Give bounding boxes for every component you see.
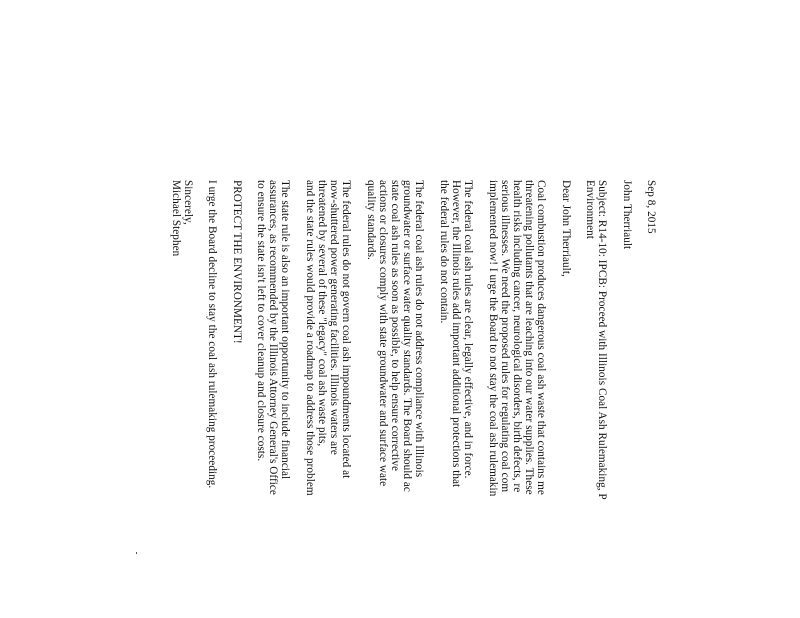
p3-line: actions or closures comply with state groundwater and surface wate — [376, 180, 389, 487]
p3-line: groundwater or surface water quality standards. The Board should ac — [401, 180, 414, 492]
p2-line: The federal coal ash rules are clear, legally effective, and in force. — [462, 180, 475, 479]
letter-recipient: John Therriault — [620, 180, 633, 250]
p5-line: The state rule is also an important opportunity to include financial — [279, 180, 292, 480]
p6-line: PROTECT THE ENVIRONMENT! — [230, 180, 243, 344]
p3-line: quality standards. — [364, 180, 377, 260]
p2-line: However, the Illinois rules add important additional protections that — [450, 180, 462, 488]
scan-speck — [136, 552, 137, 554]
rotated-letter — [170, 180, 658, 618]
p7-line: I urge the Board decline to stay the coal ash rulemaking proceeding. — [206, 180, 219, 489]
p3-line: state coal ash rules as soon as possible, to help ensure corrective — [389, 180, 402, 472]
letter-subject-cont: Environment — [584, 180, 597, 239]
p4-line: The federal rules do not govern coal ash impoundments located at — [340, 180, 353, 479]
p1-line: serious illnesses. We need the proposed rules for regulating coal com — [498, 180, 511, 493]
p1-line: threatening pollutants that are leaching into our water supplies. These — [523, 180, 536, 495]
p1-line: Coal combustion produces dangerous coal ash waste that contains me — [535, 180, 548, 495]
p3-line: The federal coal ash rules do not address compliance with Illinois — [413, 180, 426, 478]
p2-line: the federal rules do not contain. — [437, 180, 450, 324]
letter-salutation: Dear John Therriault, — [559, 180, 572, 277]
p1-line: implemented now! I urge the Board to not stay the coal ash rulemakin — [486, 180, 499, 497]
letter-closing: Sincerely, — [181, 180, 194, 225]
p4-line: now-shuttered power generating facilities. Illinois waters are — [328, 180, 341, 455]
letter-subject: Subject: R14-10: IPCB: Proceed with Illinois Coal Ash Rulemaking, P — [596, 180, 609, 500]
p1-line: health risks including cancer, neurological disorders, birth defects, re — [510, 180, 523, 493]
p4-line: threatened by several of these "legacy" coal ash waste pits, — [315, 180, 328, 447]
p5-line: assurances, as recommended by the Illinois Attorney General's Office — [267, 180, 280, 495]
p5-line: to ensure the state isn't left to cover cleanup and closure costs. — [255, 180, 267, 462]
letter-signature: Michael Stephen — [169, 180, 182, 257]
letter-date: Sep 8, 2015 — [645, 180, 657, 234]
p4-line: and the state rules would provide a roadmap to address those problem — [303, 180, 316, 496]
